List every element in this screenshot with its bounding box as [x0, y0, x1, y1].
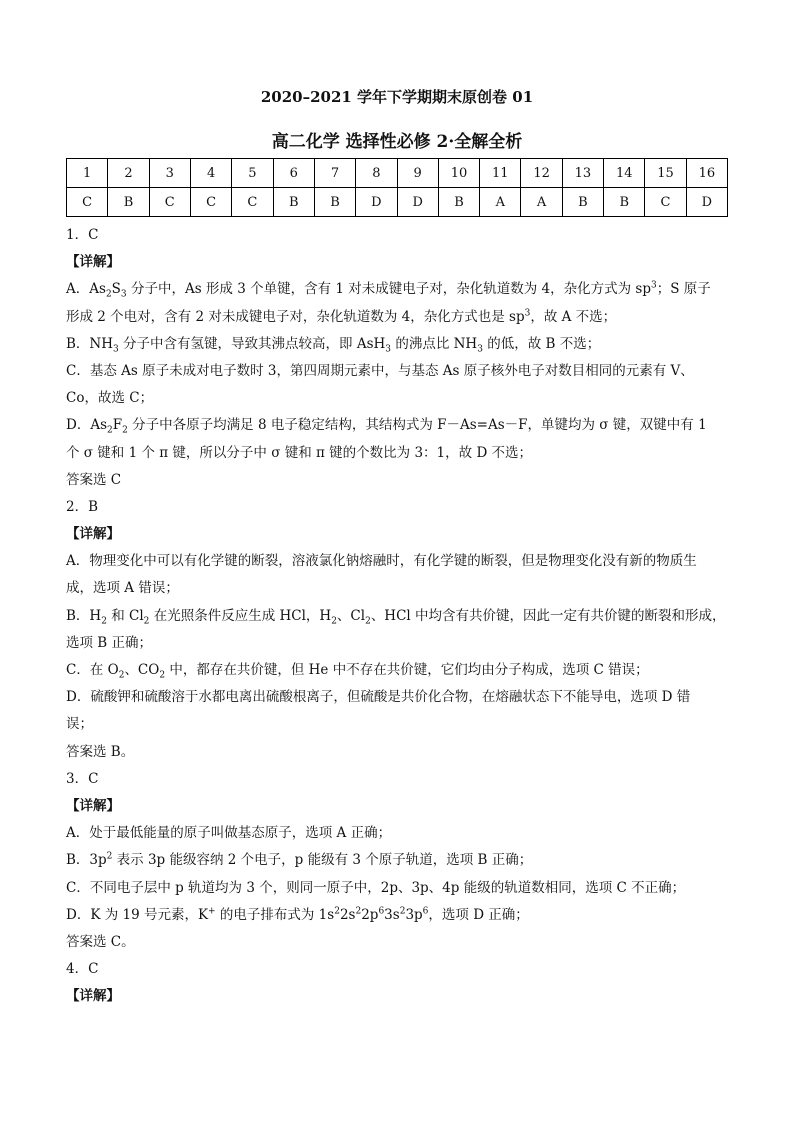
question-number-cell: 3: [149, 159, 190, 188]
text-line: C．在 $O_2$、$CO_2$ 中，都存在共价键，但 He 中不存在共价键，它们均由分子构成，选项 C 错误；: [66, 662, 649, 681]
text-line: 3．C: [66, 770, 99, 787]
text-line: 答案选 C。: [66, 933, 135, 950]
question-number-cell: 12: [521, 159, 562, 188]
answer-cell: D: [356, 188, 397, 217]
section-heading: 【详解】: [66, 254, 120, 271]
text-line: 选项 B 正确；: [66, 634, 153, 651]
answer-cell: C: [645, 188, 686, 217]
answer-cell: D: [397, 188, 438, 217]
text-line: 形成 2 个电对，含有 2 对未成键电子对，杂化轨道数为 4，杂化方式也是 $sp^3$，故 A 不选；: [66, 308, 617, 325]
text-line: C．不同电子层中 p 轨道均为 3 个，则同一原子中，2p、3p、4p 能级的轨道数相同，选项 C 不正确；: [66, 879, 686, 896]
question-number-cell: 5: [232, 159, 273, 188]
text-line: 个 σ 键和 1 个 π 键，所以分子中 σ 键和 π 键的个数比为 3：1，故 D 不选；: [66, 444, 533, 461]
text-line: 误；: [66, 716, 93, 733]
answer-table-number-row: [67, 159, 728, 188]
section-heading: 【详解】: [66, 988, 120, 1005]
answer-table: [66, 158, 728, 217]
section-heading: 【详解】: [66, 797, 120, 814]
text-line: 1．C: [66, 227, 99, 243]
question-number-cell: 10: [438, 159, 479, 188]
text-line: B．$H_2$ 和 $Cl_2$ 在光照条件反应生成 HCl，$H_2$、$Cl_2$、HCl 中均含有共价键，因此一定有共价键的断裂和形成，: [66, 607, 726, 627]
page-subtitle: 高二化学 选择性必修 2·全解全析: [271, 132, 523, 152]
text-line: Co，故选 C；: [66, 390, 154, 407]
text-line: B．$NH_3$ 分子中含有氢键，导致其沸点较高，即 AsH$_3$ 的沸点比 $NH_3$ 的低，故 B 不选；: [66, 335, 601, 355]
question-number-cell: 13: [562, 159, 603, 188]
text-line: A．处于最低能量的原子叫做基态原子，选项 A 正确；: [66, 825, 392, 842]
text-line: D．硫酸钾和硫酸溶于水都电离出硫酸根离子，但硫酸是共价化合物，在熔融状态下不能导电，选项 D 错: [66, 689, 691, 706]
text-line: A．$As_2S_3$ 分子中，As 形成 3 个单键，含有 1 对未成键电子对，杂化轨道数为 4，杂化方式为 $sp^3$；S 原子: [66, 280, 711, 301]
answer-cell: C: [67, 188, 108, 217]
text-line: 2．B: [66, 498, 99, 515]
question-number-cell: 9: [397, 159, 438, 188]
section-heading: 【详解】: [66, 526, 120, 543]
text-line: D．$As_2F_2$ 分子中各原子均满足 8 电子稳定结构，其结构式为 F－As=As－F，单键均为 σ 键，双键中有 1: [66, 417, 707, 436]
text-line: 4．C: [66, 961, 99, 978]
answer-cell: B: [438, 188, 479, 217]
text-line: A．物理变化中可以有化学键的断裂，溶液氯化钠熔融时，有化学键的断裂，但是物理变化没有新的物质生: [66, 553, 697, 570]
answer-cell: B: [562, 188, 603, 217]
question-number-cell: 2: [108, 159, 149, 188]
question-number-cell: 1: [67, 159, 108, 188]
answer-cell: B: [108, 188, 149, 217]
text-line: D．K 为 19 号元素，K+ 的电子排布式为 $1s^22s^22p^63s^23p^6$，选项 D 正确；: [66, 906, 529, 923]
answer-cell: A: [521, 188, 562, 217]
explanation-body: [66, 222, 728, 1010]
text-line: B．$3p^2$ 表示 3p 能级容纳 2 个电子，p 能级有 3 个原子轨道，选项 B 正确；: [66, 851, 533, 869]
text-line: 答案选 B。: [66, 743, 135, 760]
question-number-cell: 7: [314, 159, 355, 188]
question-number-cell: 4: [190, 159, 231, 188]
answer-cell: C: [149, 188, 190, 217]
answer-cell: C: [232, 188, 273, 217]
question-number-cell: 6: [273, 159, 314, 188]
question-number-cell: 16: [686, 159, 727, 188]
text-line: 成，选项 A 错误；: [66, 580, 179, 597]
answer-cell: D: [686, 188, 727, 217]
answer-cell: B: [273, 188, 314, 217]
question-number-cell: 11: [480, 159, 521, 188]
answer-table-answer-row: [67, 188, 728, 217]
text-line: C．基态 As 原子未成对电子数时 3，第四周期元素中，与基态 As 原子核外电子对数目相同的元素有 V、: [66, 362, 694, 379]
question-number-cell: 8: [356, 159, 397, 188]
question-number-cell: 15: [645, 159, 686, 188]
text-line: 答案选 C: [66, 471, 122, 488]
answer-cell: A: [480, 188, 521, 217]
answer-cell: C: [190, 188, 231, 217]
question-number-cell: 14: [604, 159, 645, 188]
page-title: 2020–2021 学年下学期期末原创卷 01: [260, 88, 534, 106]
answer-cell: B: [604, 188, 645, 217]
answer-cell: B: [314, 188, 355, 217]
